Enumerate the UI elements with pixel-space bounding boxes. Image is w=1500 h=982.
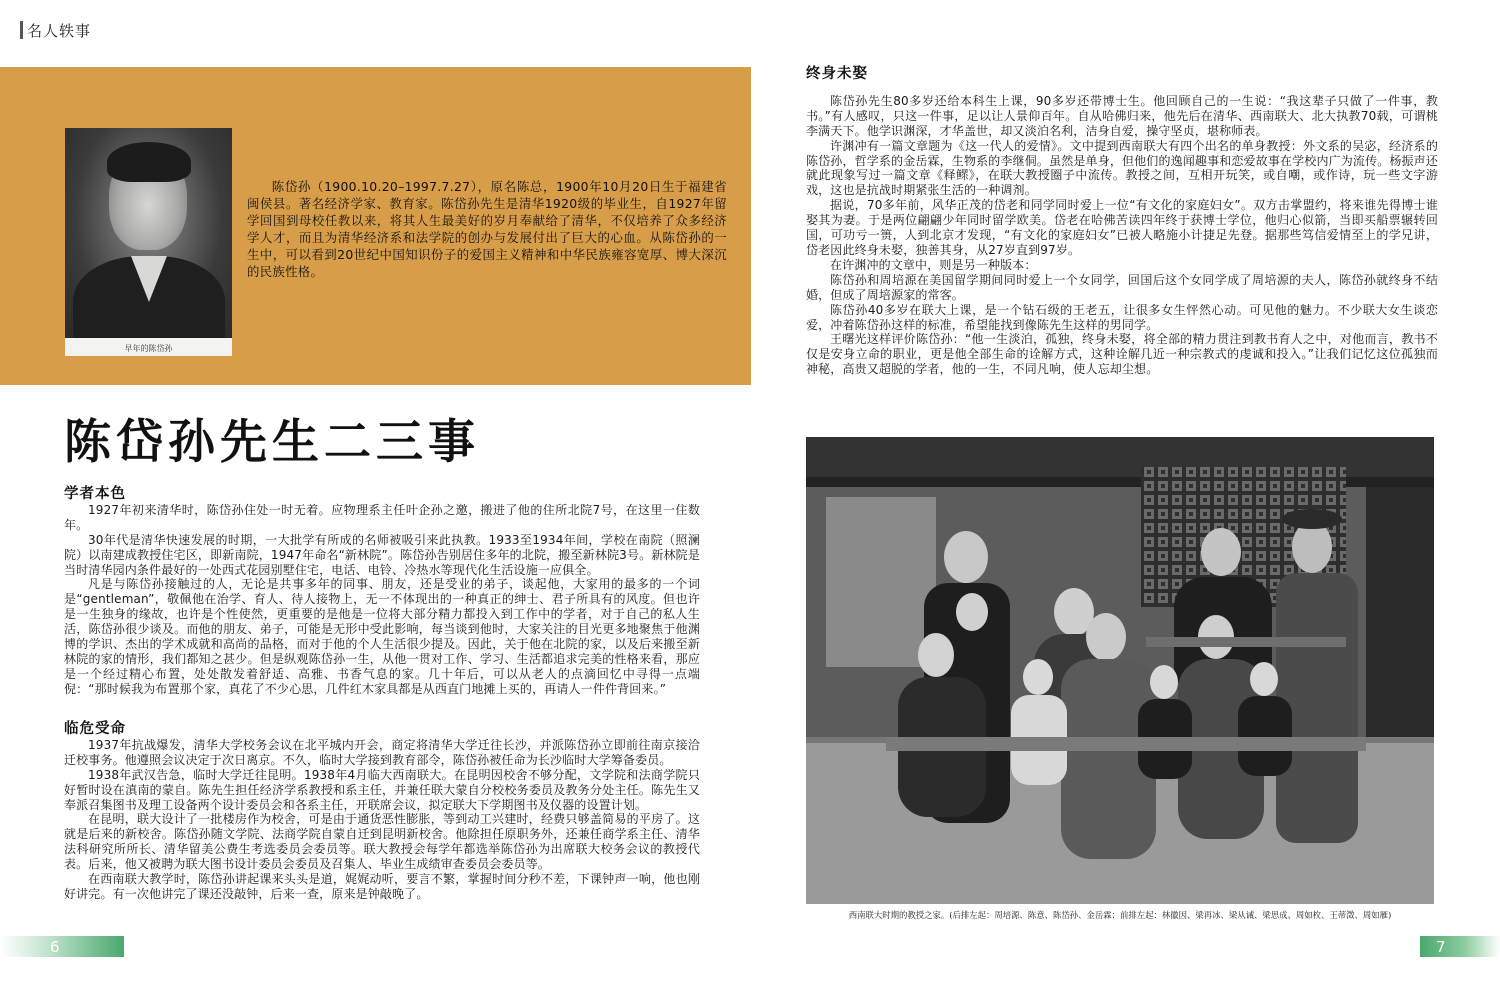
paragraph: 许渊冲有一篇文章题为《这一代人的爱情》。文中提到西南联大有四个出名的单身教授：外文系的吴宓，经济系的陈岱孙，哲学系的金岳霖，生物系的李继侗。虽然是单身，但他们的逸闻趣事和恋爱故事在学校内广为流传。杨振声还就此现象写过一篇文章《释鳏》，在联大教授圈子中流传。教授之间，互相开玩笑，或自嘲，或作诗，玩一些文字游戏，这也是抗战时期紧张生活的一种调剂。	[806, 138, 1438, 198]
paragraph: 在昆明，联大设计了一批楼房作为校舍，可是由于通货恶性膨胀，等到动工兴建时，经费只够盖简易的平房了。这就是后来的新校舍。陈岱孙随文学院、法商学院自蒙自迁到昆明新校舍。他除担任原职务外，还兼任商学系主任、清华法科研究所所长、清华留美公费生考选委员会委员等。联大教授会每学年都选举陈岱孙为出席联大校务会议的教授代表。后来，他又被聘为联大图书设计委员会委员及召集人、毕业生成绩审查委员会委员等。	[64, 812, 700, 872]
page-title: 陈岱孙先生二三事	[64, 415, 480, 470]
paragraph: 陈岱孙40多岁在联大上课，是一个钻石级的王老五，让很多女生怦然心动。可见他的魅力。不少联大女生谈恋爱，冲着陈岱孙这样的标准，希望能找到像陈先生这样的男同学。	[806, 302, 1438, 332]
section-heading: 临危受命	[64, 721, 126, 737]
section-heading: 终身未娶	[806, 66, 868, 82]
paragraph: 30年代是清华快速发展的时期，一大批学有所成的名师被吸引来此执教。1933至1934年间，学校在南院（照澜院）以南建成教授住宅区，即新南院，1947年命名“新林院”。陈岱孙告别居住多年的北院，搬至新林院3号。新林院是当时清华园内条件最好的一处西式花园别墅住宅，电话、电铃、冷热水等现代化生活设施一应俱全。	[64, 532, 700, 577]
paragraph: 据说，70多年前，风华正茂的岱老和同学同时爱上一位“有文化的家庭妇女”。双方击掌盟约，将来谁先得博士谁娶其为妻。于是两位翩翩少年同时留学欧美。岱老在哈佛苦读四年终于获博士学位，他归心似箭，当即买船票辗转回国，可功亏一篑，人到北京才发现，“有文化的家庭妇女”已被人略施小计捷足先登。据那些笃信爱情至上的学兄讲，岱老因此终身未娶，独善其身，从27岁直到97岁。	[806, 198, 1438, 257]
page-number-left-label: 6	[50, 937, 60, 956]
page-number-left	[0, 936, 124, 957]
portrait-photo	[65, 128, 232, 338]
paragraph: 凡是与陈岱孙接触过的人，无论是共事多年的同事、朋友，还是受业的弟子，谈起他，大家用的最多的一个词是“gentleman”，敬佩他在治学、育人、待人接物上，无一不体现出的一种真正的绅士、君子所具有的风度。但也许是一生独身的缘故，也许是个性使然，更重要的是他是一位将大部分精力都投入到工作中的学者，对于自己的私人生活，陈岱孙很少谈及。而他的朋友、弟子，可能是无形中受此影响，每当谈到他时，大家关注的目光更多地聚焦于他渊博的学识、杰出的学术成就和高尚的品格，而对于他的个人生活很少提及。因此，关于他在北院的家，以及后来搬至新林院的家的情形，我们都知之甚少。但是纵观陈岱孙一生，从他一贯对工作、学习、生活都追求完美的性格来看，那应是一个经过精心布置，处处散发着舒适、高雅、书香气息的家。几十年后，可以从老人的点滴回忆中寻得一点端倪：“那时候我为布置那个家，真花了不少心思，几件红木家具都是从西直门地摊上买的，再请人一件件背回来。”	[64, 577, 700, 696]
section-label: 名人轶事	[27, 21, 92, 40]
paragraph: 在西南联大教学时，陈岱孙讲起课来头头是道，娓娓动听，要言不繁，掌握时间分秒不差，下课钟声一响，他也刚好讲完。有一次他讲完了课还没敲钟，后来一查，原来是钟敲晚了。	[64, 872, 700, 901]
paragraph: 1938年武汉告急，临时大学迁往昆明。1938年4月临大西南联大。在昆明因校舍不够分配，文学院和法商学院只好暂时设在滇南的蒙自。陈先生担任经济学系教授和系主任，并兼任联大蒙自分校校务委员及教务分处主任。陈先生又奉派召集图书及理工设备两个设计委员会和各系主任，开联席会议，拟定联大下学期图书及仪器的设置计划。	[64, 767, 700, 812]
paragraph: 1927年初来清华时，陈岱孙住处一时无着。应物理系主任叶企孙之邀，搬进了他的住所北院7号，在这里一住数年。	[64, 502, 700, 532]
portrait	[65, 128, 232, 356]
paragraph: 1937年抗战爆发，清华大学校务会议在北平城内开会，商定将清华大学迁往长沙，并派陈岱孙立即前往南京接洽迁校事务。他遵照会议决定于次日离京。不久，临时大学接到教育部令，陈岱孙被任命为长沙临时大学筹备委员。	[64, 737, 700, 767]
section-unmarried	[806, 67, 1438, 377]
group-photo-caption: 西南联大时期的教授之家。(后排左起：周培源、陈意、陈岱孙、金岳霖；前排左起：林徽因、梁再冰、梁从诫、梁思成、周如枚、王蒂澂、周如雁)	[848, 910, 1392, 920]
intro-text: 陈岱孙（1900.10.20–1997.7.27），原名陈总，1900年10月20日生于福建省闽侯县。著名经济学家、教育家。陈岱孙先生是清华1920级的毕业生，自1927年留学回国到母校任教以来，将其人生最美好的岁月奉献给了清华，不仅培养了众多经济学人才，而且为清华经济系和法学院的创办与发展付出了巨大的心血。从陈岱孙的一生中，可以看到20世纪中国知识份子的爱国主义精神和中华民族雍容宽厚、博大深沉的民族性格。	[247, 179, 727, 279]
section-scholar	[64, 487, 700, 697]
section-tag	[20, 20, 91, 40]
section-crisis	[64, 722, 700, 902]
paragraph: 王曙光这样评价陈岱孙：“他一生淡泊，孤独，终身未娶，将全部的精力贯注到教书育人之中，对他而言，教书不仅是安身立命的职业，更是他全部生命的诠解方式，这种诠解几近一种宗教式的虔诚和投入。”让我们记忆这位孤独而神秘，高贵又超脱的学者，他的一生，不同凡响，使人忘却尘想。	[806, 332, 1438, 377]
section-tag-bar	[20, 21, 23, 39]
paragraph: 在许渊冲的文章中，则是另一种版本：	[830, 257, 1037, 272]
section-heading: 学者本色	[64, 486, 126, 502]
page-number-right	[1420, 936, 1500, 957]
portrait-caption: 早年的陈岱孙	[124, 344, 173, 353]
group-photo	[806, 437, 1434, 904]
paragraph: 陈岱孙先生80多岁还给本科生上课，90多岁还带博士生。他回顾自己的一生说：“我这辈子只做了一件事，教书。”有人感叹，只这一件事，足以让人景仰百年。自从哈佛归来，他先后在清华、西南联大、北大执教70载，可谓桃李满天下。他学识渊深，才华盖世，却又淡泊名利，洁身自爱，操守坚贞，堪称师表。	[806, 93, 1438, 138]
paragraph: 陈岱孙和周培源在美国留学期间同时爱上一个女同学，回国后这个女同学成了周培源的夫人，陈岱孙就终身不结婚，但成了周培源家的常客。	[806, 272, 1438, 302]
page-number-right-label: 7	[1436, 937, 1446, 956]
